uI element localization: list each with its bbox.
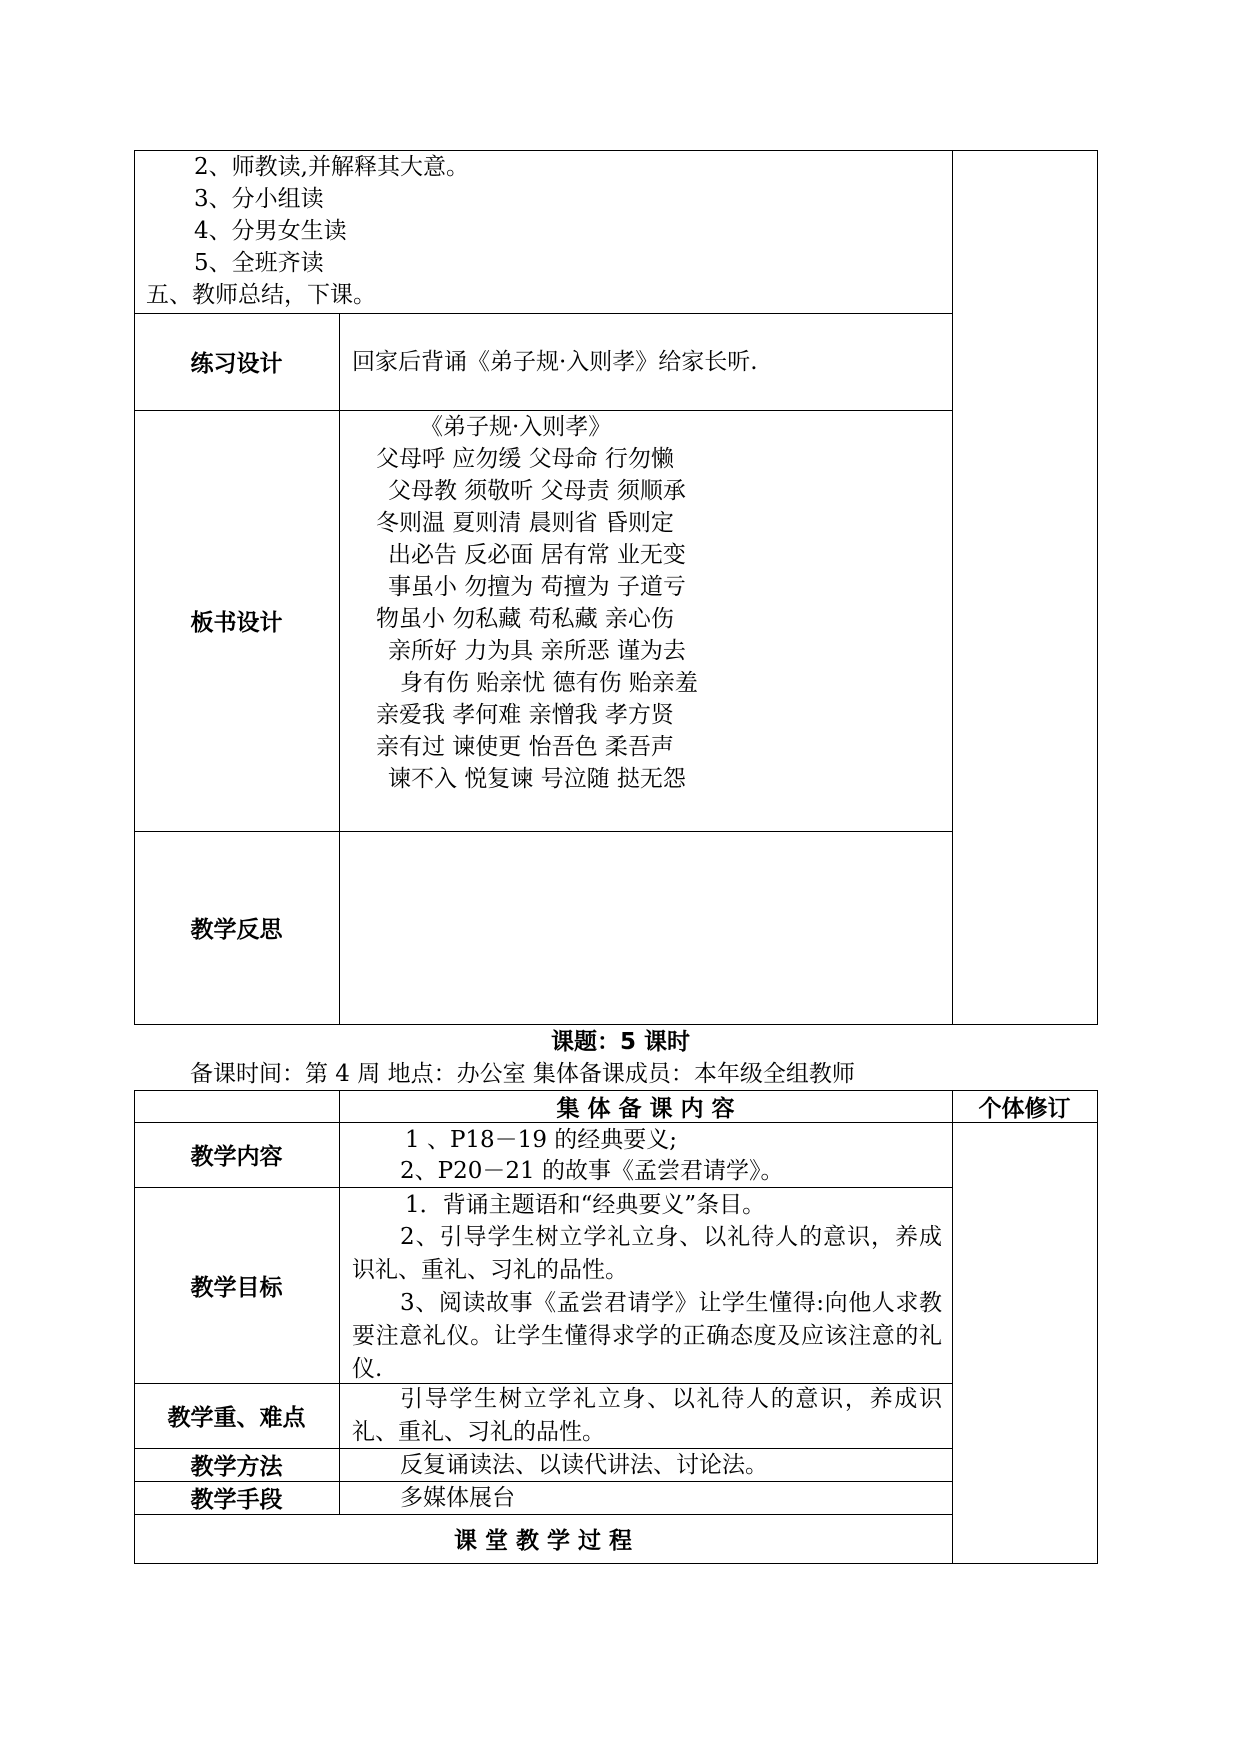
header-revision: 个体修订 [978,1095,1071,1122]
table-border [134,1024,1098,1025]
goals-p3: 3、阅读故事《孟尝君请学》让学生懂得:向他人求教要注意礼仪。让学生懂得求学的正确态度及应该注意的礼仪. [352,1290,942,1382]
board-line: 谏不入 悦复谏 号泣随 挞无怨 [388,766,686,792]
table-border [952,150,953,1024]
method-label: 教学方法 [190,1454,283,1480]
board-line: 亲所好 力为具 亲所恶 谨为去 [388,638,686,664]
table-border [134,1563,1098,1564]
process-line: 4、分男女生读 [194,218,347,244]
board-line: 身有伤 贻亲忧 德有伤 贻亲羞 [400,670,698,696]
table-border [952,1090,953,1563]
key-text: 引导学生树立学礼立身、以礼待人的意识，养成识礼、重礼、习礼的品性。 [352,1386,942,1445]
key-label: 教学重、难点 [167,1405,306,1431]
process-line: 五、教师总结，下课。 [146,282,376,308]
content-label: 教学内容 [190,1144,283,1170]
board-line: 亲有过 谏使更 怡吾色 柔吾声 [376,734,674,760]
board-line: 物虽小 勿私藏 苟私藏 亲心伤 [376,606,674,632]
board-line: 亲爱我 孝何难 亲憎我 孝方贤 [376,702,674,728]
method-text: 反复诵读法、以读代讲法、讨论法。 [400,1452,768,1478]
process-line: 5、全班齐读 [194,250,324,276]
lesson-title: 课题：5 课时 [550,1029,690,1055]
process-line: 2、师教读,并解释其大意。 [194,154,469,180]
exercise-content: 回家后背诵《弟子规·入则孝》给家长听. [352,349,758,375]
table-border [339,1090,340,1514]
table-border [339,313,340,1024]
board-line: 父母呼 应勿缓 父母命 行勿懒 [376,446,674,472]
lesson-info: 备课时间：第 4 周 地点：办公室 集体备课成员：本年级全组教师 [190,1061,855,1087]
board-line: 冬则温 夏则清 晨则省 昏则定 [376,510,674,536]
header-content: 集 体 备 课 内 容 [556,1095,735,1122]
exercise-label: 练习设计 [190,351,283,377]
process-line: 3、分小组读 [194,186,324,212]
board-label: 板书设计 [190,610,283,636]
goals-p2: 2、引导学生树立学礼立身、以礼待人的意识，养成识礼、重礼、习礼的品性。 [352,1224,942,1283]
reflection-label: 教学反思 [190,917,283,943]
process-header: 课 堂 教 学 过 程 [453,1528,633,1554]
content-line: 2、P20－21 的故事《孟尝君请学》。 [400,1158,784,1184]
board-line: 事虽小 勿擅为 苟擅为 子道亏 [388,574,686,600]
board-line: 出必告 反必面 居有常 业无变 [388,542,686,568]
means-label: 教学手段 [190,1487,283,1513]
board-line: 父母教 须敬听 父母责 须顺承 [388,478,686,504]
goals-p1: 1．背诵主题语和“经典要义”条目。 [405,1192,766,1218]
goals-label: 教学目标 [190,1274,283,1301]
content-line: 1 、P18－19 的经典要义; [405,1127,678,1153]
table-border [1097,150,1098,1024]
board-title: 《弟子规·入则孝》 [420,414,612,440]
means-text: 多媒体展台 [400,1485,515,1511]
table-border [134,150,1098,151]
table-border [1097,1090,1098,1563]
